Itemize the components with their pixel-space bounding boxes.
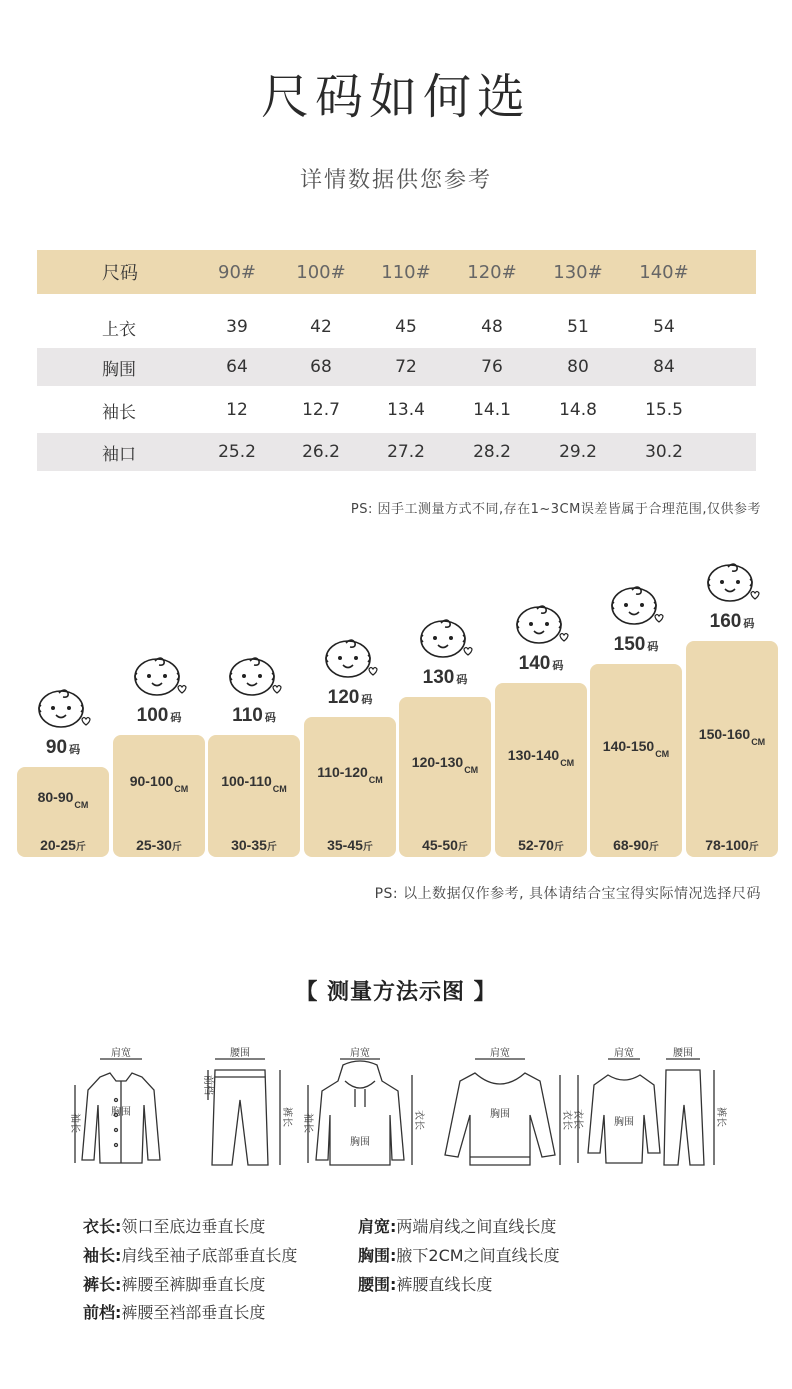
jacket-shoulder-label: 肩宽 bbox=[111, 1048, 131, 1059]
definition-item bbox=[83, 1214, 265, 1237]
garment-diagrams bbox=[60, 1045, 740, 1185]
pants-waist-label: 腰围 bbox=[230, 1048, 250, 1059]
size-bar bbox=[686, 641, 778, 857]
size-bar bbox=[495, 683, 587, 857]
baby-face-icon bbox=[417, 615, 475, 661]
definition-desc: 腋下2CM之间直线长度 bbox=[396, 1246, 560, 1265]
baby-face-icon bbox=[226, 653, 284, 699]
definition-term: 胸围: bbox=[358, 1246, 397, 1265]
hoodie-shoulder-label: 肩宽 bbox=[350, 1048, 370, 1059]
table-cell: 30.2 bbox=[645, 442, 683, 462]
table-cell: 12.7 bbox=[302, 400, 340, 420]
definition-term: 肩宽: bbox=[358, 1217, 397, 1236]
definition-desc: 裤腰直线长度 bbox=[396, 1275, 493, 1294]
table-cell: 15.5 bbox=[645, 400, 683, 420]
row-label: 胸围 bbox=[102, 359, 136, 380]
definition-desc: 裤腰至裆部垂直长度 bbox=[121, 1303, 266, 1322]
page-title: 尺码如何选 bbox=[260, 69, 531, 125]
definition-desc: 领口至底边垂直长度 bbox=[121, 1217, 266, 1236]
weight-range: 20-25斤 bbox=[40, 837, 86, 853]
height-range: $80-90_{CM}$ bbox=[37, 789, 89, 810]
jacket-sleeve-label: 袖长 bbox=[69, 1113, 80, 1133]
baby-face-icon bbox=[704, 559, 762, 605]
table-cell: 84 bbox=[653, 357, 675, 377]
pants-length-label: 裤长 bbox=[281, 1107, 292, 1127]
baby-face-icon bbox=[608, 582, 666, 628]
size-label: 100 码 bbox=[136, 705, 182, 726]
definition-desc: 两端肩线之间直线长度 bbox=[396, 1217, 557, 1236]
table-row bbox=[37, 433, 756, 471]
pants-icon bbox=[208, 1059, 280, 1165]
table-cell: 68 bbox=[310, 357, 332, 377]
hoodie-sleeve-label: 袖长 bbox=[302, 1113, 313, 1133]
table-header-cell: 100# bbox=[296, 261, 346, 283]
table-cell: 51 bbox=[567, 317, 589, 337]
weight-range: 78-100斤 bbox=[705, 837, 759, 853]
table-header-cell: 90# bbox=[218, 261, 256, 283]
height-range: $90-100_{CM}$ bbox=[129, 773, 189, 794]
set-pants-length-label: 裤长 bbox=[715, 1107, 726, 1127]
sweater-chest-label: 胸围 bbox=[490, 1109, 510, 1120]
pants-rise-label: 前档 bbox=[202, 1075, 213, 1095]
set-chest-label: 胸围 bbox=[614, 1117, 634, 1128]
row-label: 上衣 bbox=[102, 319, 136, 340]
definition-item bbox=[83, 1300, 265, 1323]
size-label: 150 码 bbox=[613, 634, 659, 655]
size-label: 120 码 bbox=[327, 687, 373, 708]
definition-item bbox=[83, 1243, 297, 1266]
table-cell: 26.2 bbox=[302, 442, 340, 462]
table-row bbox=[37, 348, 756, 386]
table-cell: 13.4 bbox=[387, 400, 425, 420]
definition-desc: 肩线至袖子底部垂直长度 bbox=[121, 1246, 298, 1265]
method-title: 【 测量方法示图 】 bbox=[295, 980, 497, 1005]
hoodie-chest-label: 胸围 bbox=[350, 1137, 370, 1148]
height-range: $120-130_{CM}$ bbox=[411, 754, 479, 775]
weight-range: 52-70斤 bbox=[518, 837, 564, 853]
definition-term: 裤长: bbox=[83, 1275, 122, 1294]
size-label: 140 码 bbox=[518, 653, 564, 674]
baby-face-icon bbox=[131, 653, 189, 699]
size-label: 90 码 bbox=[45, 737, 81, 758]
weight-range: 30-35斤 bbox=[231, 837, 277, 853]
row-label: 袖长 bbox=[102, 402, 136, 423]
height-range: $140-150_{CM}$ bbox=[602, 738, 670, 759]
sweater-shoulder-label: 肩宽 bbox=[490, 1048, 510, 1059]
size-label: 110 码 bbox=[232, 705, 276, 726]
table-cell: 45 bbox=[395, 317, 417, 337]
table-cell: 27.2 bbox=[387, 442, 425, 462]
size-bar bbox=[113, 735, 205, 857]
size-label: 160 码 bbox=[709, 611, 755, 632]
size-note: PS: 以上数据仅作参考, 具体请结合宝宝得实际情况选择尺码 bbox=[374, 886, 761, 902]
definition-item bbox=[83, 1272, 265, 1295]
table-header-cell: 140# bbox=[639, 261, 689, 283]
table-cell: 80 bbox=[567, 357, 589, 377]
page-subtitle: 详情数据供您参考 bbox=[299, 168, 492, 193]
table-header-cell: 110# bbox=[381, 261, 431, 283]
table-header-cell: 130# bbox=[553, 261, 603, 283]
sweater-length-label: 衣长 bbox=[561, 1110, 572, 1130]
weight-range: 45-50斤 bbox=[422, 837, 468, 853]
table-cell: 28.2 bbox=[473, 442, 511, 462]
height-range: $150-160_{CM}$ bbox=[698, 726, 766, 747]
weight-range: 35-45斤 bbox=[327, 837, 373, 853]
size-label: 130 码 bbox=[422, 667, 468, 688]
table-row bbox=[37, 391, 756, 429]
weight-range: 68-90斤 bbox=[613, 837, 659, 853]
table-cell: 14.8 bbox=[559, 400, 597, 420]
height-range: $100-110_{CM}$ bbox=[221, 773, 287, 794]
definition-item bbox=[358, 1243, 560, 1266]
size-bar bbox=[208, 735, 300, 857]
table-cell: 14.1 bbox=[473, 400, 511, 420]
height-range: $110-120_{CM}$ bbox=[317, 764, 383, 785]
height-range: $130-140_{CM}$ bbox=[507, 747, 575, 768]
definition-term: 腰围: bbox=[358, 1275, 397, 1294]
set-shoulder-label: 肩宽 bbox=[614, 1048, 634, 1059]
definition-desc: 裤腰至裤脚垂直长度 bbox=[121, 1275, 266, 1294]
definition-term: 前档: bbox=[83, 1303, 122, 1322]
definition-term: 袖长: bbox=[83, 1246, 122, 1265]
table-row bbox=[37, 308, 756, 346]
table-cell: 72 bbox=[395, 357, 417, 377]
baby-face-icon bbox=[35, 685, 93, 731]
hoodie-icon bbox=[308, 1059, 412, 1165]
hoodie-length-label: 衣长 bbox=[413, 1110, 424, 1130]
size-bar bbox=[590, 664, 682, 857]
jacket-chest-label: 胸围 bbox=[111, 1107, 131, 1118]
table-header-row bbox=[37, 250, 756, 294]
baby-face-icon bbox=[322, 635, 380, 681]
table-note: PS: 因手工测量方式不同,存在1~3CM误差皆属于合理范围,仅供参考 bbox=[350, 502, 761, 517]
table-cell: 39 bbox=[226, 317, 248, 337]
table-cell: 64 bbox=[226, 357, 248, 377]
table-cell: 54 bbox=[653, 317, 675, 337]
table-cell: 25.2 bbox=[218, 442, 256, 462]
table-cell: 12 bbox=[226, 400, 248, 420]
definition-item bbox=[358, 1272, 492, 1295]
baby-face-icon bbox=[513, 601, 571, 647]
table-cell: 29.2 bbox=[559, 442, 597, 462]
table-header-label: 尺码 bbox=[102, 263, 138, 284]
weight-range: 25-30斤 bbox=[136, 837, 182, 853]
row-label: 袖口 bbox=[102, 444, 136, 465]
set-length-label: 衣长 bbox=[572, 1109, 583, 1129]
set-icon bbox=[578, 1059, 714, 1165]
set-waist-label: 腰围 bbox=[673, 1048, 693, 1059]
table-header-cell: 120# bbox=[467, 261, 517, 283]
table-cell: 48 bbox=[481, 317, 503, 337]
size-bar bbox=[17, 767, 109, 857]
definition-item bbox=[358, 1214, 556, 1237]
size-bar bbox=[304, 717, 396, 857]
definition-term: 衣长: bbox=[83, 1217, 122, 1236]
table-cell: 76 bbox=[481, 357, 503, 377]
table-cell: 42 bbox=[310, 317, 332, 337]
size-bar bbox=[399, 697, 491, 857]
